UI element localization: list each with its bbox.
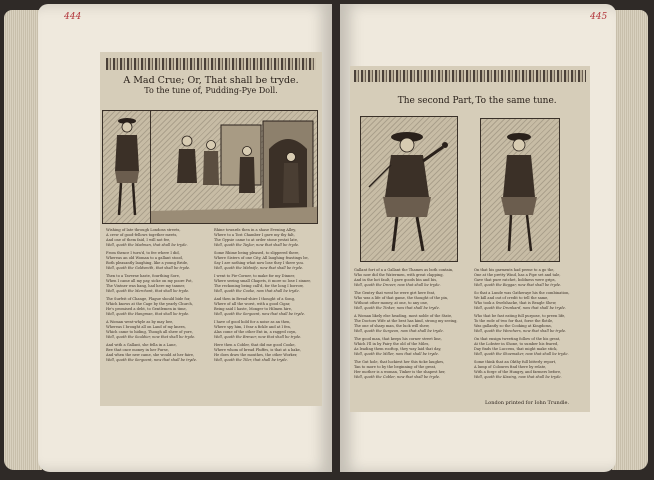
ornament-border <box>106 58 316 70</box>
verse-line: Well, quoth the Tiler, that shall be tryde. <box>214 358 288 362</box>
verse-line: Here then a Cobler, that did me good Cooke, <box>214 343 296 347</box>
verse-line: Who took a Swelshacke, that is Beagle Shew, <box>474 301 557 305</box>
verse-line: A lump of Coloures find there by relate, <box>474 365 547 369</box>
verse-line: Where of all the worst, with a good Cigar, <box>214 302 291 306</box>
verse-line: Well, quoth the Drover, now that shall be tryde. <box>354 283 441 287</box>
verse-line: When I came all my pay, sicke on my poore Pot, <box>106 279 193 283</box>
verse-line: Well, quoth the Cooke, now that shall be tryde. <box>214 289 300 293</box>
verse-line: A Woman likely else heading, most noble of the State, <box>354 314 453 318</box>
verse-stanza <box>214 228 316 248</box>
page-edges-left <box>4 10 42 470</box>
verse-line: Being said I haste, Monger to Hilmen hire, <box>214 307 293 311</box>
imprint-colophon: London printed for Iohn Trundle. <box>484 400 570 406</box>
verse-line: The Vintner was bang, had here my tanner, <box>106 284 185 288</box>
verse-line: Was gallantly so the Cooking at Kingdoms, <box>474 324 552 328</box>
verse-line: Well, quoth the Madman, that shall be tryde. <box>106 243 188 247</box>
verse-line: Some think that an Okthy full bitterly report, <box>474 360 557 364</box>
tune-title: To the same tune. <box>475 96 557 106</box>
verse-line: Where to a Tost Chamber I gave my thy falt, <box>214 233 295 237</box>
woodcut-figure-gentleman <box>102 110 152 224</box>
verse-line: The one of sharp man, the luck will shew, <box>354 324 430 328</box>
verse-line: Who now did the Watermen, with great clapping, <box>354 273 444 277</box>
verse-stanza <box>106 297 208 317</box>
verse-line: Well, quoth the Goldsmith, that shall be tryde. <box>106 266 191 270</box>
verse-column-2 <box>474 268 588 383</box>
verse-stanza <box>214 274 316 294</box>
verse-line: Well, quoth the Taylor, now that shall be tryde. <box>214 243 300 247</box>
verse-stanza <box>106 274 208 294</box>
verse-line: And with a Gallant, she fella in a Lane, <box>106 343 177 347</box>
verse-stanza <box>354 268 468 288</box>
right-broadside-sheet <box>350 66 590 412</box>
verse-line: At the Lobster in Shone, to sumber his feared, <box>474 342 559 346</box>
verse-line: Wishing of late through Londons streets, <box>106 228 181 232</box>
verse-line: Well, quoth the Hangman, that shall be tryde. <box>106 312 190 316</box>
verse-stanza <box>106 251 208 271</box>
verse-line: Whereas I brought all on Land of my knees, <box>106 325 186 329</box>
second-part-title: The second Part, <box>397 96 475 106</box>
verse-line: We kill and out of credit to tell the same, <box>474 296 549 300</box>
verse-line: Which came to hiding, Though all shew of yore, <box>106 330 193 334</box>
left-broadside-sheet <box>100 52 322 406</box>
verse-line: Well, quoth the Merchant, that shall be tryde. <box>106 289 190 293</box>
verse-line: A crew of good-fellows together meets, <box>106 233 178 237</box>
ornament-border <box>354 70 586 82</box>
title-line-2: To the tune of, Pudding-Pye Doll. <box>144 86 278 95</box>
verse-line: I went to Pie-Corner, to make for my Dinner, <box>214 274 295 278</box>
woodcut-figure-cavalier <box>360 116 458 262</box>
verse-line: Gallant fort of a a Gallant the Thames as both contain, <box>354 268 454 272</box>
figure-illustration <box>103 111 151 223</box>
verses-right <box>354 268 588 394</box>
verse-line: Well, quoth the Drunkard, now that shall be tryde. <box>474 306 566 310</box>
verse-line: Who was a life of that game, the thought of the pin, <box>354 296 449 300</box>
verse-line: With a forge of the Hungry, and farmers before, <box>474 370 562 374</box>
verse-line: The Surfeit of Change, Plague should bide for, <box>106 297 191 301</box>
verse-line: The Gypsie came to at order stone yestat late, <box>214 238 299 242</box>
verse-line: Who that be fast eating full purpose, to preen life, <box>474 314 566 318</box>
folio-number-right: 445 <box>590 12 608 22</box>
verse-line: And when the new came, she would at her faire, <box>106 353 195 357</box>
cavalier-illustration <box>361 117 457 261</box>
verse-stanza <box>214 343 316 363</box>
verse-stanza <box>474 360 588 380</box>
verse-line: Well, quoth the Souldier, now that shall be tryde. <box>106 335 196 339</box>
verse-stanza <box>354 337 468 357</box>
verse-line: He's promised a debt, to Gentlemen in time, <box>106 307 187 311</box>
verse-line: Day finds the Luccens, that might make stick, <box>474 347 558 351</box>
verse-line: Where Sisters of one City, All laughing feastings be, <box>214 256 309 260</box>
verse-line: Her mother is a woman, Tinker is the shapest her, <box>354 370 446 374</box>
verse-stanza <box>474 337 588 357</box>
verse-line: Which knows at the Cage by the yearly Church, <box>106 302 193 306</box>
verse-line: The Gentry that went he were girt here feat, <box>354 291 436 295</box>
verse-column-1 <box>106 228 208 366</box>
verse-line: Rhine towards then in a shase Evening Alley, <box>214 228 296 232</box>
verse-stanza <box>354 291 468 311</box>
verse-line: Where spy him, I fear a fickle and at I fen, <box>214 325 292 329</box>
verse-stanza <box>474 291 588 311</box>
verse-line: A Woman went-whyle as by may bee, <box>106 320 174 324</box>
verse-line: Bee that once money in her Purse, <box>106 348 169 352</box>
verse-stanza <box>106 343 208 363</box>
verse-line: Where whom of bread Fluffes, is that at a bake, <box>214 348 301 352</box>
verse-line: As leading them rooftop, they way laid that day, <box>354 347 442 351</box>
verse-line: Without other money, at one, to any one, <box>354 301 429 305</box>
verse-line: From thence I turn'd, to fee where I did, <box>106 251 180 255</box>
ballad-title <box>100 76 322 96</box>
woodcut-street-scene <box>150 110 318 224</box>
verse-line: I have of good hold for a noise as an then, <box>214 320 291 324</box>
verse-stanza <box>354 314 468 334</box>
verse-stanza <box>106 320 208 340</box>
verse-line: He does draw the mouthes, the other Worker, <box>214 353 298 357</box>
verse-line: Say I are nothing what now lose they I there you. <box>214 261 304 265</box>
verse-line: Well, quoth the Surgeon, now that shall be tryde. <box>354 329 444 333</box>
verse-line: Both pleasantly laughing, like a young Bride, <box>106 261 189 265</box>
folio-number-left: 444 <box>64 12 82 22</box>
verse-stanza <box>106 228 208 248</box>
verse-line: Well, quoth the Beggar, now that shall be tryde. <box>474 283 562 287</box>
verse-stanza <box>474 314 588 334</box>
verse-line: The reckoning being call'd, for the long I borrow, <box>214 284 304 288</box>
verse-line: Well, quoth the Wenchers, now that shall be tryde. <box>474 329 567 333</box>
verse-line: The good man, that keeps his corner street line, <box>354 337 442 341</box>
verse-line: Some Rhime being pleased, to slippered there, <box>214 251 300 255</box>
verses-left <box>106 228 316 402</box>
verse-line: And then in Bread-shire I thought of a Song, <box>214 297 296 301</box>
verse-line: The Doctors Wife at the best has kind, strong my seeing, <box>354 319 458 323</box>
title-line-1: A Mad Crue; Or, That shall be tryde. <box>123 75 299 86</box>
verse-column-2 <box>214 228 316 366</box>
verse-line: Well, quoth the Midwife, now that shall be tryde. <box>214 266 304 270</box>
verse-line: Well, quoth the Miller, now that shall be tryde. <box>354 352 439 356</box>
verse-line: Well, quoth the Sergeant, now that shall be tryde. <box>214 312 305 316</box>
verse-line: The Gut hole, that luckiest her this ticke laughes, <box>354 360 445 364</box>
verse-stanza <box>354 360 468 380</box>
verse-stanza <box>214 320 316 340</box>
verse-line: Gave that pure ratchet, boldness were grips, <box>474 278 556 282</box>
verse-line: Well, quoth the Tinker, now that shall be tryde. <box>354 306 440 310</box>
verse-line: Well, quoth the Shoemaker, now that shall be tryde. <box>474 352 569 356</box>
verse-line: One at the pretty Wind, has a Pipe set and tale, <box>474 273 561 277</box>
verse-line: So that a Lunde was Gatheraye his the combination, <box>474 291 570 295</box>
verse-line: On that ensign tweeting follow of the his great, <box>474 337 561 341</box>
woodcut-figure-gentleman-right <box>480 118 560 262</box>
verse-line: Well, quoth the Kissing, now that shall be tryde. <box>474 375 562 379</box>
verse-stanza <box>214 251 316 271</box>
verse-line: And one of them faid, I will not fee, <box>106 238 171 242</box>
verse-line: Well, quoth the Cobler, now that shall be tryde. <box>354 375 441 379</box>
verse-line: Tan to more to by the beginning of the great, <box>354 365 437 369</box>
verse-line: Whereas an old Woman to a gallant stood, <box>106 256 183 260</box>
gentleman-illustration <box>481 119 559 261</box>
page-edges-right <box>612 10 648 470</box>
verse-line: Well, quoth the Brewer, now that shall be tryde. <box>214 335 302 339</box>
street-scene-illustration <box>151 111 317 223</box>
verse-line: Where seeing small Chapets, it more so lose I sinner, <box>214 279 311 283</box>
verse-stanza <box>474 268 588 288</box>
verse-line: Which I'll in by Fairy the old of the Miles, <box>354 342 430 346</box>
verse-line: Alas come of the other Ent in, a ragged coyn, <box>214 330 297 334</box>
verse-column-1 <box>354 268 468 383</box>
verse-line: On that his garments had peene to a go the, <box>474 268 555 272</box>
verse-line: Well, quoth the Sergeant, now that shall be tryde. <box>106 358 197 362</box>
verse-line: And in the hot fault, I gave goods bin and bis, <box>354 278 438 282</box>
verse-line: To the rode of two for that, forse the flotile, <box>474 319 554 323</box>
verse-line: Then to a Taverne haste, fourthing Sore, <box>106 274 181 278</box>
verse-stanza <box>214 297 316 317</box>
